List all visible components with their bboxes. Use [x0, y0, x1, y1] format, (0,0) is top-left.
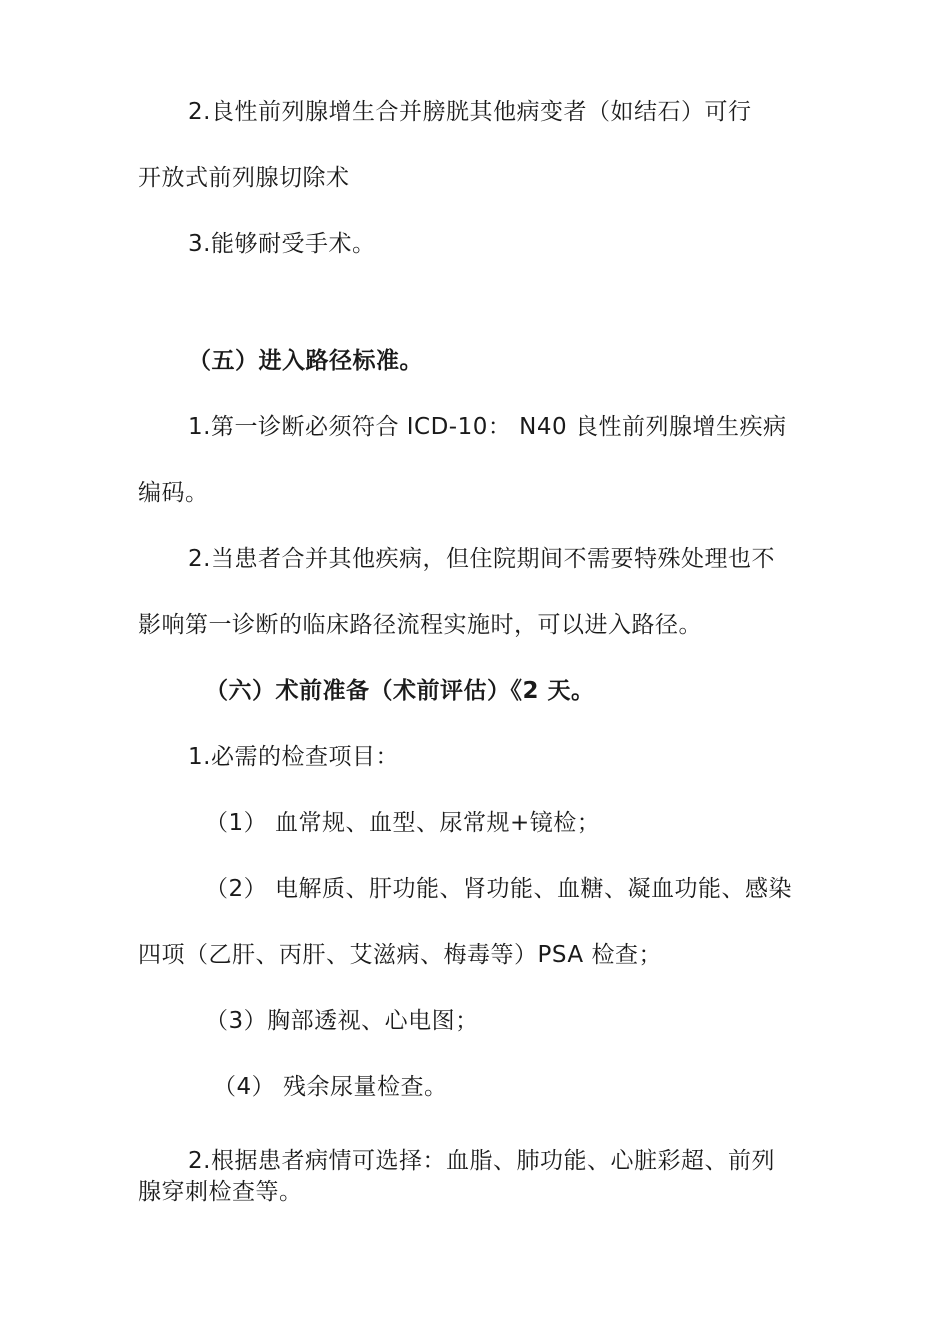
text-line: （3）胸部透视、心电图；	[205, 1008, 479, 1034]
text-line: （4） 残余尿量检查。	[213, 1074, 448, 1100]
text-line: 2.当患者合并其他疾病，但住院期间不需要特殊处理也不	[188, 546, 775, 572]
section-heading: （五）进入路径标准。	[188, 348, 423, 374]
text-line: （1） 血常规、血型、尿常规+镜检；	[205, 810, 601, 836]
text-line: 1.第一诊断必须符合 ICD-10： N40 良性前列腺增生疾病	[188, 414, 787, 440]
text-line: 1.必需的检查项目：	[188, 744, 399, 770]
text-line: 腺穿刺检查等。	[138, 1179, 303, 1205]
text-line: 开放式前列腺切除术	[138, 165, 350, 191]
section-heading: （六）术前准备（术前评估）《2 天。	[205, 678, 595, 704]
text-line: 2.良性前列腺增生合并膀胱其他病变者（如结石）可行	[188, 99, 752, 125]
text-line: 3.能够耐受手术。	[188, 231, 376, 257]
text-line: 影响第一诊断的临床路径流程实施时，可以进入路径。	[138, 612, 702, 638]
text-line: 编码。	[138, 480, 209, 506]
text-line: （2） 电解质、肝功能、肾功能、血糖、凝血功能、感染	[205, 876, 792, 902]
text-line: 2.根据患者病情可选择：血脂、肺功能、心脏彩超、前列	[188, 1148, 775, 1174]
text-line: 四项（乙肝、丙肝、艾滋病、梅毒等）PSA 检查；	[138, 942, 662, 968]
